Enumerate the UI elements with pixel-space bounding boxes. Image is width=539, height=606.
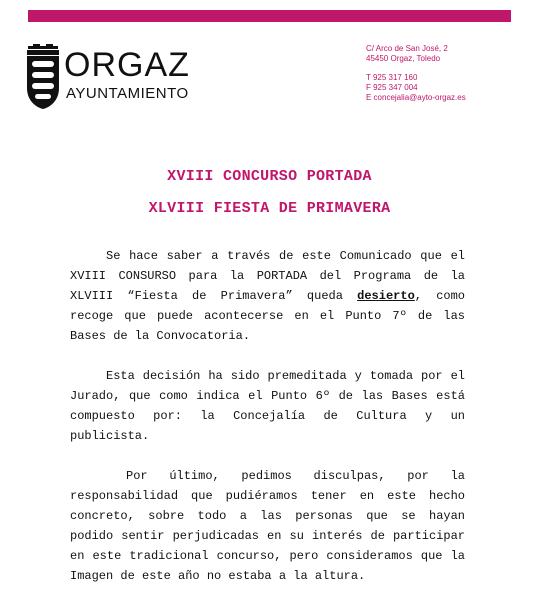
- phone: T 925 317 160: [366, 73, 418, 82]
- coat-of-arms-icon: [24, 44, 62, 110]
- paragraph-3: Por último, pedimos disculpas, por la responsabilidad que pudiéramos tener en este hecho concreto, sobre todo a las personas que se hayan podido sentir perjudicadas en su interés de participar en este tradicional concurso, pero consideramos que la Imagen de este año no estaba a la altura.: [70, 469, 465, 583]
- emphasis-desierto: desierto: [357, 289, 415, 303]
- headline-2: XLVIII FIESTA DE PRIMAVERA: [148, 200, 391, 217]
- headline-1: XVIII CONCURSO PORTADA: [167, 168, 372, 185]
- document-body: [70, 246, 465, 606]
- header-bar: [28, 10, 511, 22]
- logo: [24, 44, 224, 110]
- paragraph-1: [70, 246, 465, 346]
- paragraph-2: Esta decisión ha sido premeditada y tomada por el Jurado, que como indica el Punto 6º de las Bases está compuesto por: la Concejalía de Cultura y un publicista.: [70, 369, 465, 443]
- paragraph-1-end: , como recoge que puede acontecerse en el Punto 7º de las Bases de la Convocatoria.: [70, 289, 465, 343]
- fax: F 925 347 004: [366, 83, 418, 92]
- address-line-2: 45450 Orgaz, Toledo: [366, 54, 441, 63]
- contact-block: [366, 44, 466, 103]
- paragraph-1-start: Se hace saber a través de este Comunicado que el XVIII CONSURSO para la PORTADA del Programa de la XLVIII “Fiesta de Primavera” queda: [70, 249, 465, 303]
- logo-subtitle: AYUNTAMIENTO: [66, 85, 189, 102]
- email-link[interactable]: E concejalia@ayto-orgaz.es: [366, 93, 466, 102]
- logo-title: ORGAZ: [64, 46, 190, 84]
- address-line-1: C/ Arco de San José, 2: [366, 44, 448, 53]
